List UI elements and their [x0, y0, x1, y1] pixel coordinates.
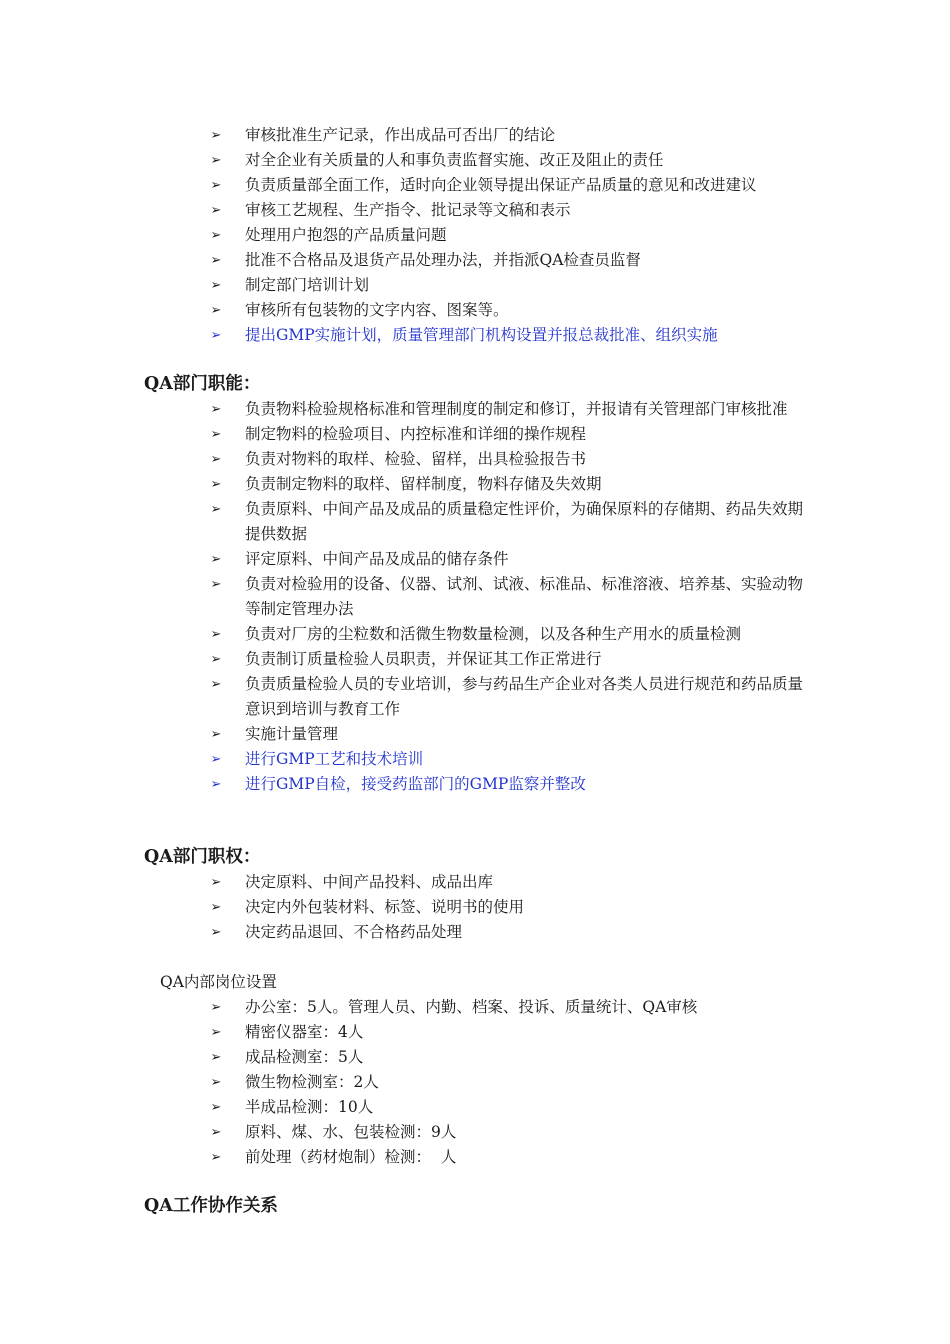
arrow-bullet-icon: ➢ — [210, 1075, 222, 1090]
arrow-bullet-icon: ➢ — [210, 677, 222, 692]
qa-positions-list — [0, 995, 950, 1170]
list-item: ➢ 处理用户抱怨的产品质量问题 — [0, 223, 950, 248]
list-item: ➢ 负责对厂房的尘粒数和活微生物数量检测，以及各种生产用水的质量检测 — [0, 622, 950, 647]
arrow-bullet-icon: ➢ — [210, 925, 222, 940]
list-item-highlighted: ➢ 进行GMP自检，接受药监部门的GMP监察并整改 — [0, 772, 950, 797]
arrow-bullet-icon: ➢ — [210, 1125, 222, 1140]
list-item: ➢ 决定内外包装材料、标签、说明书的使用 — [0, 895, 950, 920]
list-item: ➢ 成品检测室：5人 — [0, 1045, 950, 1070]
list-item: ➢ 审核所有包装物的文字内容、图案等。 — [0, 298, 950, 323]
arrow-bullet-icon: ➢ — [210, 577, 222, 592]
list-item: ➢ 负责质量检验人员的专业培训，参与药品生产企业对各类人员进行规范和药品质量意识到培训与教育工作 — [0, 672, 950, 722]
list-item: ➢ 制定部门培训计划 — [0, 273, 950, 298]
arrow-bullet-icon: ➢ — [210, 1100, 222, 1115]
list-item: ➢ 评定原料、中间产品及成品的储存条件 — [0, 547, 950, 572]
arrow-bullet-icon: ➢ — [210, 1050, 222, 1065]
list-item: ➢ 负责对检验用的设备、仪器、试剂、试液、标准品、标准溶液、培养基、实验动物等制定管理办法 — [0, 572, 950, 622]
list-item: ➢ 负责制订质量检验人员职责，并保证其工作正常进行 — [0, 647, 950, 672]
list-item: ➢ 前处理（药材炮制）检测： 人 — [0, 1145, 950, 1170]
qa-responsibilities-list — [0, 123, 950, 348]
arrow-bullet-icon: ➢ — [210, 477, 222, 492]
arrow-bullet-icon: ➢ — [210, 1150, 222, 1165]
arrow-bullet-icon: ➢ — [210, 777, 222, 792]
list-item: ➢ 负责原料、中间产品及成品的质量稳定性评价，为确保原料的存储期、药品失效期提供数据 — [0, 497, 950, 547]
list-item: ➢ 对全企业有关质量的人和事负责监督实施、改正及阻止的责任 — [0, 148, 950, 173]
list-item: ➢ 决定原料、中间产品投料、成品出库 — [0, 870, 950, 895]
list-item: ➢ 实施计量管理 — [0, 722, 950, 747]
arrow-bullet-icon: ➢ — [210, 427, 222, 442]
arrow-bullet-icon: ➢ — [210, 228, 222, 243]
arrow-bullet-icon: ➢ — [210, 900, 222, 915]
arrow-bullet-icon: ➢ — [210, 402, 222, 417]
arrow-bullet-icon: ➢ — [210, 727, 222, 742]
qa-authority-list — [0, 870, 950, 945]
list-item: ➢ 审核工艺规程、生产指令、批记录等文稿和表示 — [0, 198, 950, 223]
list-item: ➢ 原料、煤、水、包装检测：9人 — [0, 1120, 950, 1145]
arrow-bullet-icon: ➢ — [210, 875, 222, 890]
arrow-bullet-icon: ➢ — [210, 203, 222, 218]
section-heading-authority: QA部门职权： — [144, 847, 261, 867]
section-heading-collaboration: QA工作协作关系 — [144, 1196, 278, 1216]
list-item: ➢ 办公室：5人。管理人员、内勤、档案、投诉、质量统计、QA审核 — [0, 995, 950, 1020]
arrow-bullet-icon: ➢ — [210, 502, 222, 517]
arrow-bullet-icon: ➢ — [210, 328, 222, 343]
list-item-highlighted: ➢ 提出GMP实施计划，质量管理部门机构设置并报总裁批准、组织实施 — [0, 323, 950, 348]
list-item: ➢ 批准不合格品及退货产品处理办法，并指派QA检查员监督 — [0, 248, 950, 273]
list-item: ➢ 负责物料检验规格标准和管理制度的制定和修订，并报请有关管理部门审核批准 — [0, 397, 950, 422]
arrow-bullet-icon: ➢ — [210, 652, 222, 667]
list-item: ➢ 负责对物料的取样、检验、留样，出具检验报告书 — [0, 447, 950, 472]
arrow-bullet-icon: ➢ — [210, 253, 222, 268]
arrow-bullet-icon: ➢ — [210, 278, 222, 293]
arrow-bullet-icon: ➢ — [210, 552, 222, 567]
list-item: ➢ 审核批准生产记录，作出成品可否出厂的结论 — [0, 123, 950, 148]
arrow-bullet-icon: ➢ — [210, 153, 222, 168]
list-item: ➢ 负责质量部全面工作，适时向企业领导提出保证产品质量的意见和改进建议 — [0, 173, 950, 198]
section-heading-functions: QA部门职能： — [144, 374, 261, 394]
qa-functions-list — [0, 397, 950, 797]
arrow-bullet-icon: ➢ — [210, 452, 222, 467]
list-item-highlighted: ➢ 进行GMP工艺和技术培训 — [0, 747, 950, 772]
section-subheading-positions: QA内部岗位设置 — [160, 973, 277, 991]
list-item: ➢ 微生物检测室：2人 — [0, 1070, 950, 1095]
arrow-bullet-icon: ➢ — [210, 1000, 222, 1015]
list-item: ➢ 制定物料的检验项目、内控标准和详细的操作规程 — [0, 422, 950, 447]
arrow-bullet-icon: ➢ — [210, 627, 222, 642]
arrow-bullet-icon: ➢ — [210, 752, 222, 767]
list-item: ➢ 精密仪器室：4人 — [0, 1020, 950, 1045]
list-item: ➢ 决定药品退回、不合格药品处理 — [0, 920, 950, 945]
list-item: ➢ 半成品检测：10人 — [0, 1095, 950, 1120]
list-item: ➢ 负责制定物料的取样、留样制度，物料存储及失效期 — [0, 472, 950, 497]
arrow-bullet-icon: ➢ — [210, 1025, 222, 1040]
arrow-bullet-icon: ➢ — [210, 128, 222, 143]
arrow-bullet-icon: ➢ — [210, 178, 222, 193]
arrow-bullet-icon: ➢ — [210, 303, 222, 318]
